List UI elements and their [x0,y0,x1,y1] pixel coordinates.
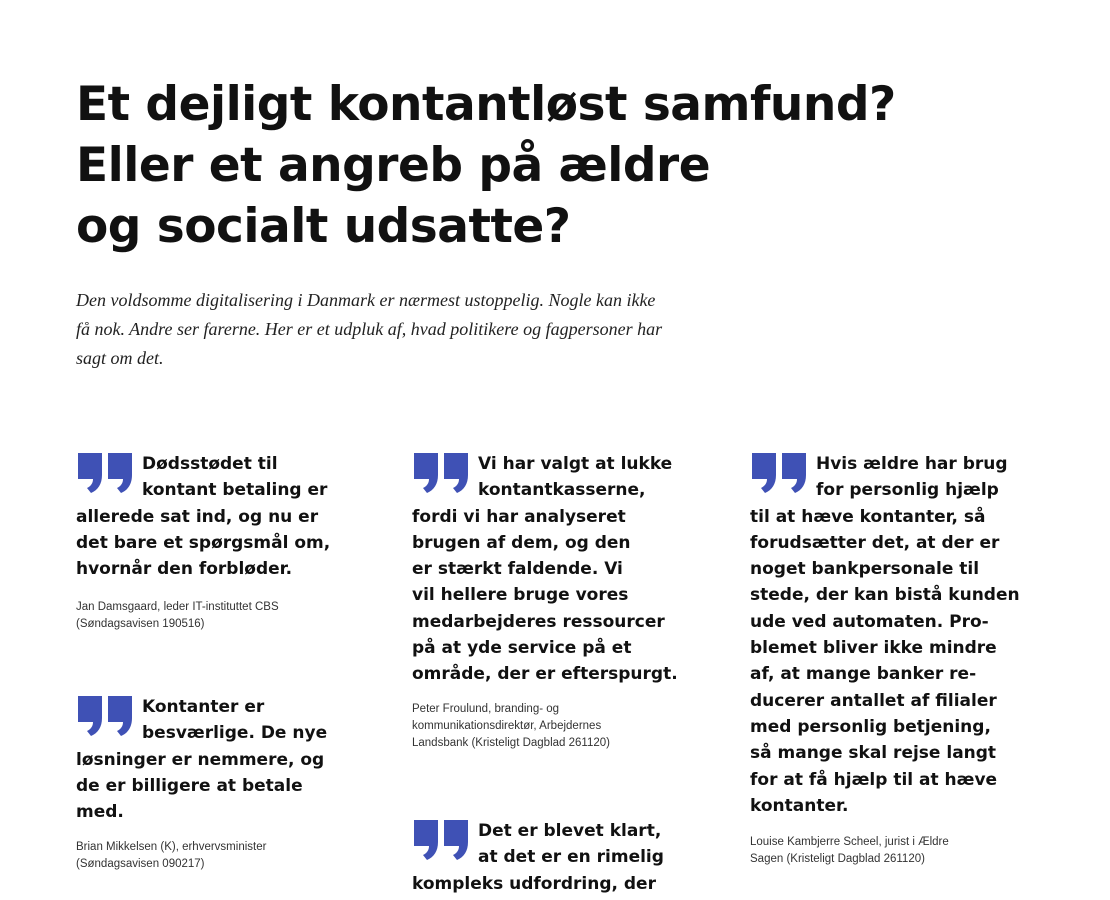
intro-line: sagt om det. [76,348,164,368]
quote-block [412,451,712,752]
quote-block [750,451,1050,868]
quote-source [750,834,1050,868]
source-line: Peter Froulund, branding- og [412,702,560,715]
quote-line: stede, der kan bistå kunden [750,585,1020,606]
quote-line: hvornår den forbløder. [76,559,293,580]
quotation-mark-icon [412,451,472,493]
quote-line: det bare et spørgsmål om, [76,532,331,553]
quote-line: Vi har valgt at lukke [478,454,673,474]
quote-line: blemet bliver ikke mindre [750,638,997,659]
article-intro [76,286,796,373]
source-line: (Søndagsavisen 090217) [76,858,205,871]
quote-line: for personlig hjælp [816,480,999,501]
quote-line: Dødsstødet til [142,454,278,474]
intro-line: få nok. Andre ser farerne. Her er et udpluk af, hvad politikere og fagpersoner har [76,319,663,339]
quote-line: Kontanter er [142,697,265,717]
headline-line: og socialt udsatte? [76,199,571,254]
quote-line: ude ved automaten. Pro- [750,611,989,632]
quotation-mark-icon [76,451,136,493]
quotation-mark-icon [750,451,810,493]
quotation-mark-icon [76,694,136,736]
quote-line: fordi vi har analyseret [412,506,626,527]
quote-block [412,818,712,897]
source-line: Landsbank (Kristeligt Dagblad 261120) [412,736,610,749]
quote-line: til at hæve kontanter, så [750,506,986,527]
article-headline [76,74,1036,257]
source-line: (Søndagsavisen 190516) [76,618,205,631]
quote-source [412,701,712,752]
source-line: Louise Kambjerre Scheel, jurist i Ældre [750,836,949,849]
source-line: Jan Damsgaard, leder IT-instituttet CBS [76,601,279,614]
quote-block [76,451,376,633]
source-line: Sagen (Kristeligt Dagblad 261120) [750,853,925,866]
quote-line: kompleks udfordring, der [412,873,656,894]
quote-line: medarbejderes ressourcer [412,611,665,632]
quote-line: forudsætter det, at der er [750,532,1000,553]
quotation-mark-icon [412,818,472,860]
quote-line: med personlig betjening, [750,716,991,737]
headline-line: Eller et angreb på ældre [76,138,711,193]
quote-line: besværlige. De nye [142,723,328,744]
quote-line: brugen af dem, og den [412,532,631,553]
intro-line: Den voldsomme digitalisering i Danmark er nærmest ustoppelig. Nogle kan ikke [76,290,656,310]
quote-line: kontant betaling er [142,480,328,501]
quote-line: for at få hjælp til at hæve [750,769,998,790]
quote-line: løsninger er nemmere, og [76,749,325,770]
quote-line: kontanter. [750,795,849,816]
source-line: kommunikationsdirektør, Arbejdernes [412,719,602,732]
quote-block [76,694,376,873]
quote-line: ducerer antallet af filialer [750,690,997,711]
quote-line: område, der er efterspurgt. [412,664,678,685]
quote-source [76,839,376,873]
headline-line: Et dejligt kontantløst samfund? [76,77,896,132]
quote-line: at det er en rimelig [478,847,664,868]
source-line: Brian Mikkelsen (K), erhvervsminister [76,841,267,854]
quote-line: de er billigere at betale [76,775,303,796]
quote-source [76,599,376,633]
quote-line: med. [76,802,124,823]
quote-line: kontantkasserne, [478,480,646,501]
quote-line: på at yde service på et [412,638,632,659]
quote-line: Det er blevet klart, [478,821,662,841]
quote-line: vil hellere bruge vores [412,585,629,606]
quote-line: af, at mange banker re- [750,664,977,685]
quote-line: så mange skal rejse langt [750,743,997,764]
quote-text [750,451,1050,819]
quote-line: allerede sat ind, og nu er [76,506,319,527]
quote-line: Hvis ældre har brug [816,454,1008,474]
quote-line: er stærkt faldende. Vi [412,559,623,580]
quote-line: noget bankpersonale til [750,559,980,580]
